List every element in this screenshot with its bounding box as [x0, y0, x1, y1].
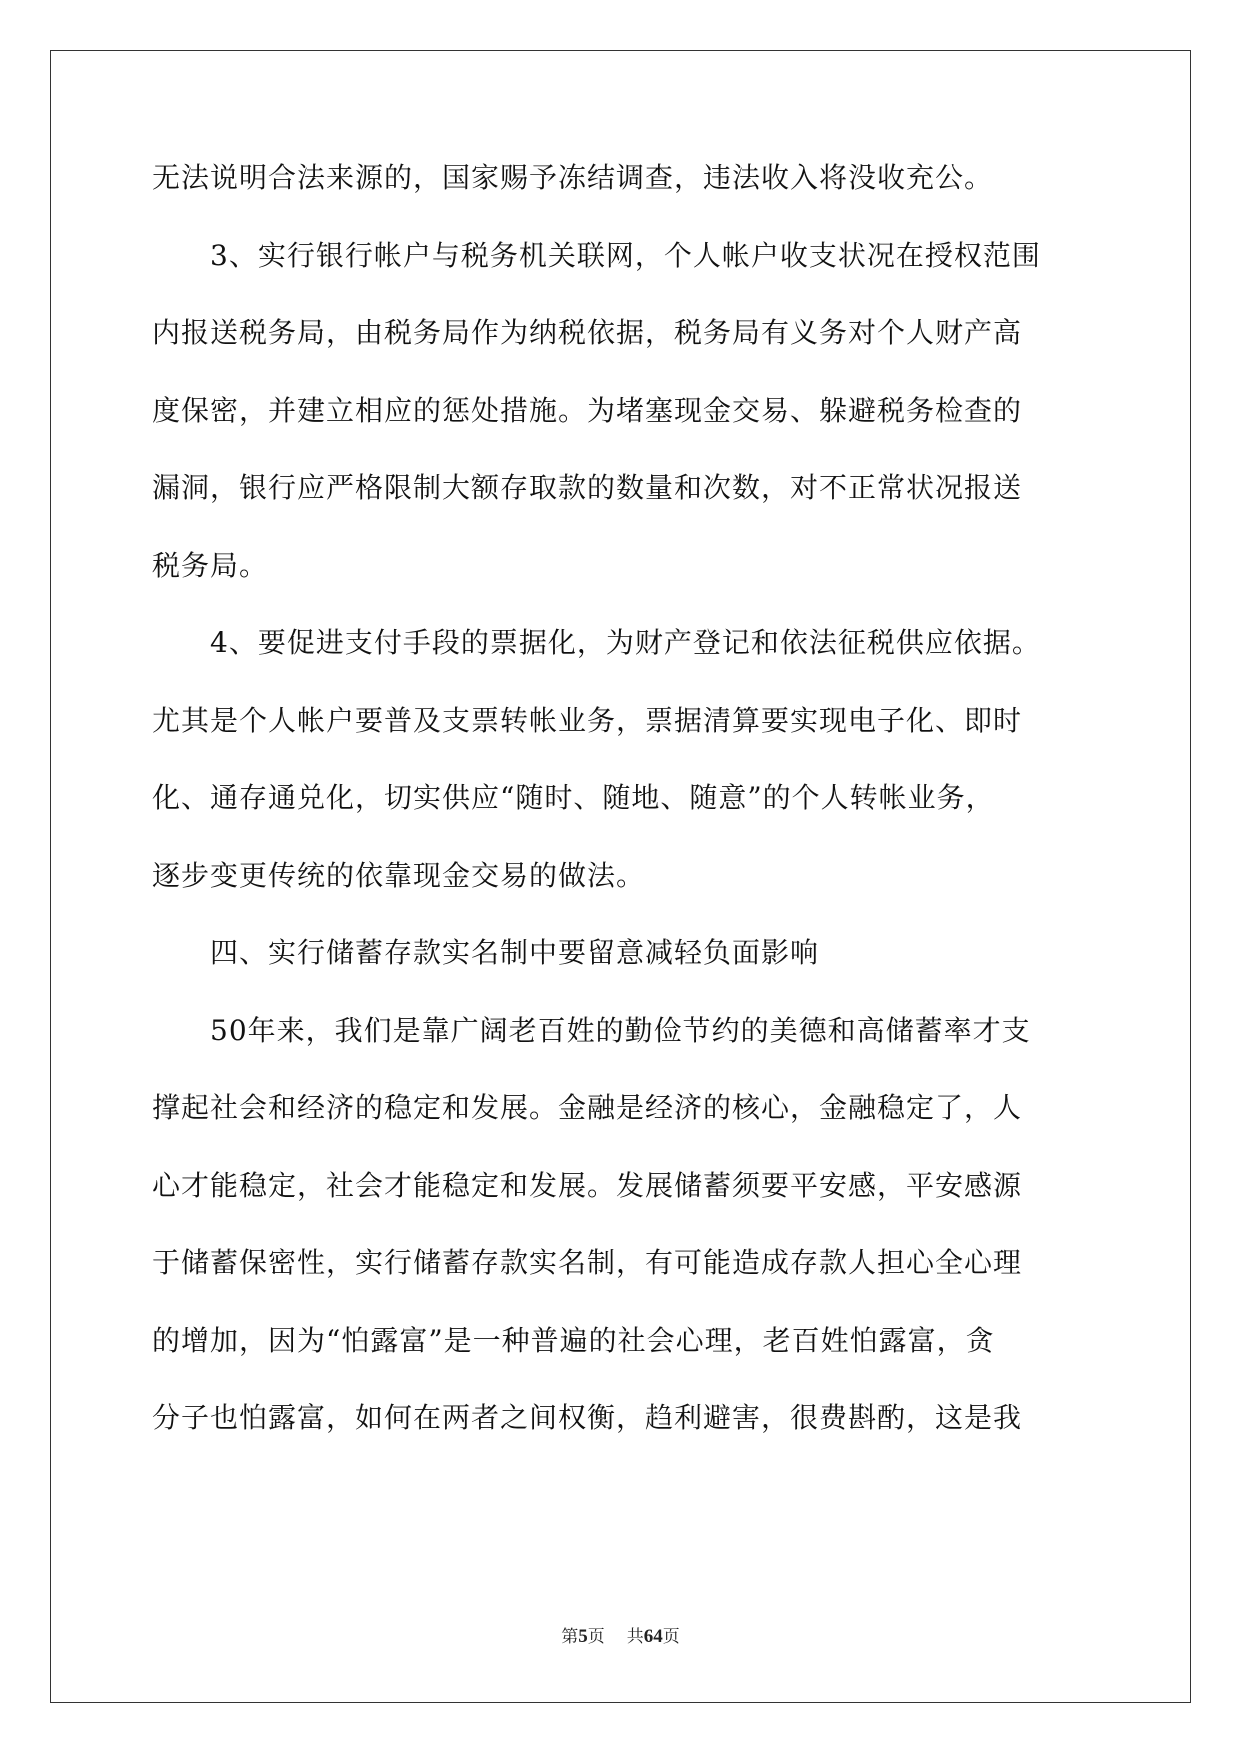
text-line: 度保密，并建立相应的惩处措施。为堵塞现金交易、躲避税务检查的 [152, 393, 1023, 427]
text-line: 撑起社会和经济的稳定和发展。金融是经济的核心，金融稳定了，人 [152, 1091, 1023, 1124]
total-suffix: 页 [662, 1627, 680, 1647]
text-line: 漏洞，银行应严格限制大额存取款的数量和次数，对不正常状况报送 [152, 471, 1023, 504]
text-line: 逐步变更传统的依靠现金交易的做法。 [152, 858, 646, 892]
page-prefix: 第 [561, 1627, 579, 1647]
total-prefix: 共 [626, 1627, 644, 1647]
document-body [152, 158, 1092, 1476]
paragraph-start: 50年来，我们是靠广阔老百姓的勤俭节约的美德和高储蓄率才支 [210, 1013, 1031, 1047]
text-line: 无法说明合法来源的，国家赐予冻结调查，违法收入将没收充公。 [152, 161, 994, 194]
paragraph-4-start: 4、要促进支付手段的票据化，为财产登记和依法征税供应依据。 [210, 626, 1041, 659]
paragraph-3-start: 3、实行银行帐户与税务机关联网，个人帐户收支状况在授权范围 [210, 238, 1041, 272]
text-line: 于储蓄保密性，实行储蓄存款实名制，有可能造成存款人担心全心理 [152, 1246, 1023, 1279]
text-line: 心才能稳定，社会才能稳定和发展。发展储蓄须要平安感，平安感源 [152, 1168, 1023, 1202]
text-line: 税务局。 [152, 548, 269, 582]
text-line: 分子也怕露富，如何在两者之间权衡，趋利避害，很费斟酌，这是我 [152, 1401, 1023, 1434]
text-line: 化、通存通兑化，切实供应“随时、随地、随意”的个人转帐业务， [152, 781, 995, 814]
page-total: 64 [643, 1626, 663, 1647]
text-line: 的增加，因为“怕露富”是一种普遍的社会心理，老百姓怕露富，贪 [152, 1323, 995, 1357]
section-heading: 四、实行储蓄存款实名制中要留意减轻负面影响 [210, 936, 820, 969]
text-line: 尤其是个人帐户要普及支票转帐业务，票据清算要实现电子化、即时 [152, 703, 1023, 737]
page-footer [0, 1626, 1241, 1648]
page-current: 5 [578, 1626, 588, 1647]
text-line: 内报送税务局，由税务局作为纳税依据，税务局有义务对个人财产高 [152, 316, 1023, 349]
page-suffix: 页 [587, 1627, 605, 1647]
